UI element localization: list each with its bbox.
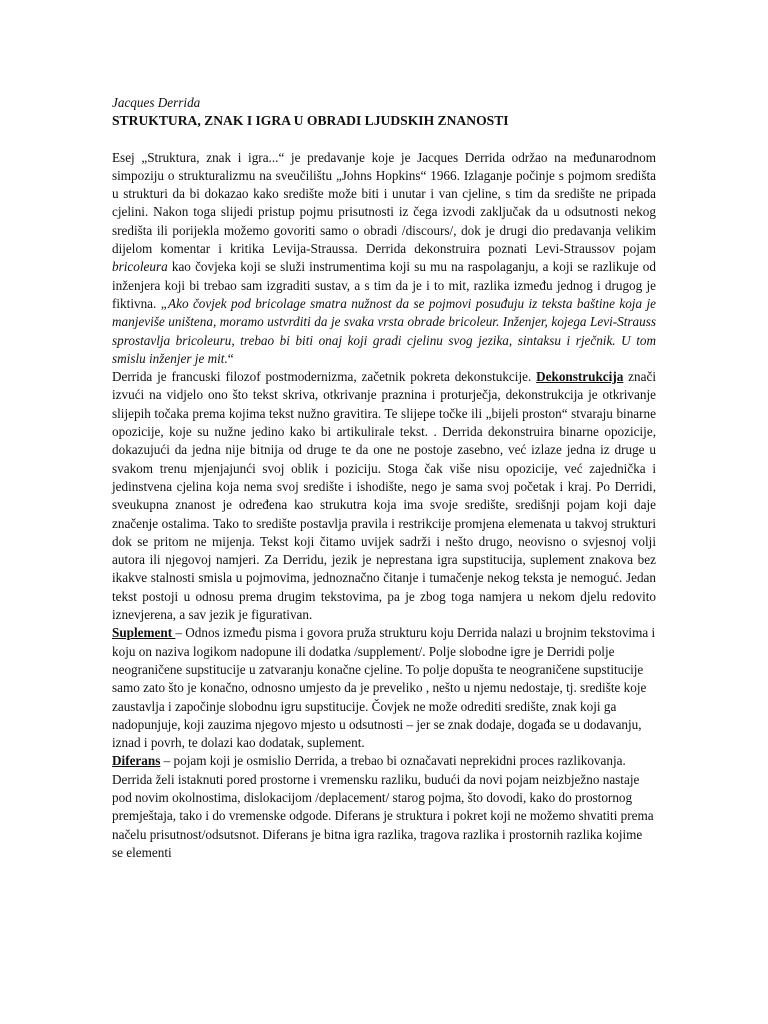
term-dekonstrukcija: Dekonstrukcija — [536, 369, 624, 385]
text-span: – pojam koji je osmislio Derrida, a trebao bi označavati neprekidni proces razlikovanja. Derrida želi istaknuti pored prostorne i vremensku razliku, budući da novi pojam neizbježno nastaje pod novim okolnostima, dislokacijom /deplacement/ starog pojma, što dovodi, kako do prostornog premještaja, tako i do vremenske odgode. Diferans je struktura i pokret koji ne možemo shvatiti prema načelu prisutnost/odsutsnot. Diferans je bitna igra razlika, tragova razlika i prostornih razlika kojime se elementi — [112, 753, 654, 860]
text-span: znači izvući na vidjelo ono što tekst skriva, otkrivanje praznina i proturječja, dekonstrukcija je otkrivanje slijepih točaka prema kojima tekst nužno gravitira. Te slijepe točke ili „bijeli proston“ stvaraju binarne opozicije, koje su nužne jedino kako bi artikulirale tekst. . Derrida dekonstruira binarne opozicije, dokazujući da jedna nije bitnija od druge te da one ne postoje zasebno, već izlaze jedna iz druge u svakom trenu mjenjajunći svoj oblik i poziciju. Stoga čak više nisu opozicije, već zajednička i jedinstvena cjelina koja nema svoj središte i ishodište, nego je sama svoj početak i kraj. Po Derridi, sveukupna znanost je određena kao strukutra koja ima svoje središte, središnji pojam koji daje značenje ostalima. Tako to središte postavlja pravila i restrikcije promjena elemenata u takvoj strukturi dok se pritom ne mijenja. Tekst koji čitamo uvijek sadrži i nešto drugo, neovisno o svjesnoj volji autora ili njegovoj namjeri. Za Derridu, jezik je neprestana igra supstitucija, suplement znakova bez ikakve stalnosti smisla u pojmovima, jednoznačno čitanje i tumačenje nekog teksta je nemoguć. Jedan tekst postoji u odnosu prema drugim tekstovima, pa je zbog toga namjera u nekom djelu redovito iznevjerena, a sav jezik je figurativan. — [112, 369, 656, 623]
text-span: Derrida je francuski filozof postmodernizma, začetnik pokreta dekonstukcije. — [112, 369, 537, 385]
paragraph-diferans — [112, 752, 656, 862]
text-span: – Odnos između pisma i govora pruža strukturu koju Derrida nalazi u brojnim tekstovima i koju on naziva logikom nadopune ili dodatka /supplement/. Polje slobodne igre je Derridi polje neograničene supstitucije u zatvaranju konačne cjeline. To polje dopušta te neograničene supstitucije samo zato što je konačno, odnosno umjesto da je preveliko , nešto u njemu nedostaje, tj. središte koje zaustavlja i započinje slobodnu igru supstitucije. Čovjek ne može odrediti središte, znak koji ga nadopunjuje, koji zauzima njegovo mjesto u odsutnosti – jer se znak dodaje, događa se u dodavanju, iznad i povrh, te dolazi kao dodatak, suplement. — [112, 625, 656, 751]
term-diferans: Diferans — [112, 753, 161, 769]
text-span: Esej „Struktura, znak i igra...“ je predavanje koje je Jacques Derrida održao na međunarodnom simpoziju o strukturalizmu na sveučilištu „Johns Hopkins“ 1966. Izlaganje počinje s pojmom središta u strukturi da bi dokazao kako središte može biti i unutar i van cjeline, s tim da središte ne pripada cjelini. Nakon toga slijedi pristup pojmu prisutnosti iz čega izvodi zaključak da u odsutnosti nekog središta ili porijekla možemo govoriti samo o obradi /discours/, dok je drugi dio predavanja velikim dijelom komentar i kritika Levija-Straussa. Derrida dekonstruira poznati Levi-Straussov pojam — [112, 149, 656, 257]
document-page — [112, 94, 656, 862]
paragraph-intro — [112, 149, 656, 369]
paragraph-deconstruction — [112, 368, 656, 624]
document-title: STRUKTURA, ZNAK I IGRA U OBRADI LJUDSKIH ZNANOSTI — [112, 113, 509, 129]
paragraph-suplement — [112, 624, 656, 752]
author-name: Jacques Derrida — [112, 95, 201, 110]
text-span: kao čovjeka koji se služi instrumentima koji su mu na raspolaganju, a koji se razlikuje od inženjera koji bi trebao sam izgraditi sustav, a s tim da je i to mit, razlika između jednog i drugog je fiktivna. — [112, 259, 656, 311]
text-span: “ — [227, 350, 234, 366]
quotation: „Ako čovjek pod bricolage smatra nužnost da se pojmovi posuđuju iz teksta baštine koja je manjeviše uništena, moramo ustvrditi da je svaka vrsta obrade bricoleur. Inženjer, kojega Levi-Strauss sprostavlja bricoleuru, trebao bi biti onaj koji gradi cjelinu svog jezika, sintaksu i rječnik. U tom smislu inženjer je mit. — [112, 295, 656, 366]
term-suplement: Suplement — [112, 625, 176, 641]
italic-term: bricoleura — [112, 259, 168, 275]
